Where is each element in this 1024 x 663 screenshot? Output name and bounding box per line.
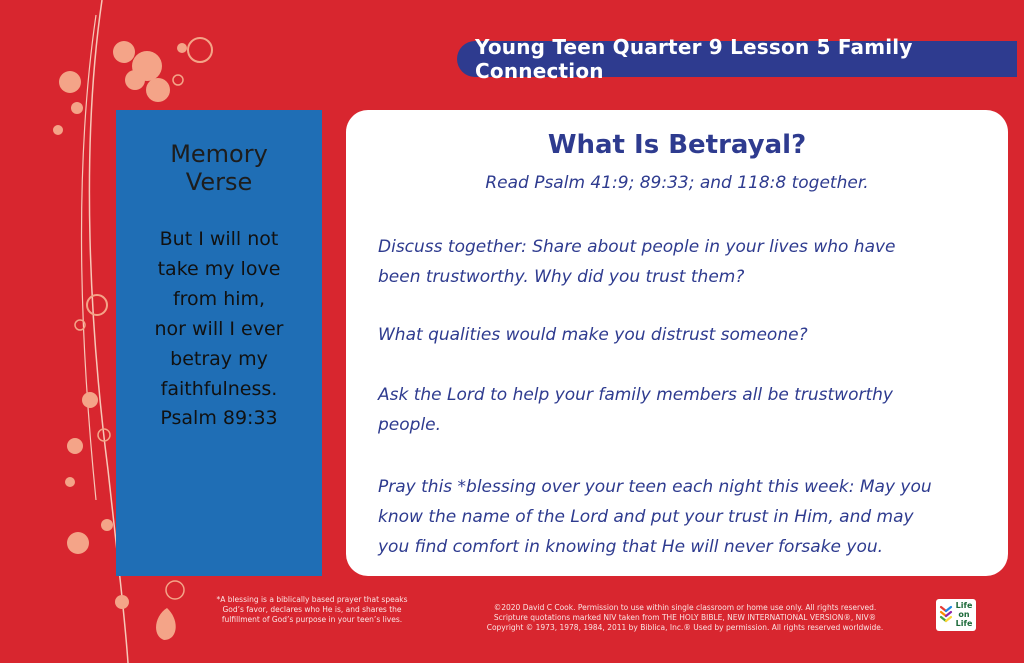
decor-circle: [65, 477, 75, 487]
copyright-notice: ©2020 David C Cook. Permission to use within single classroom or home use only. All rights reserved. Scripture quotations marked NIV taken from THE HOLY BIBLE, NEW INTERNATIONAL VERSION®, NIV® Copyright © 1973, 1978, 1984, 2011 by Biblica, Inc.® Used by permission. All rights reserved worldwide.: [486, 603, 884, 632]
decorative-stem-line: [82, 15, 96, 500]
decor-ring: [166, 581, 184, 599]
verse-line: nor will I ever: [154, 318, 284, 340]
verse-line: betray my: [170, 348, 268, 370]
memory-verse-text: [130, 224, 308, 432]
ask-lord-paragraph: Ask the Lord to help your family members all be trustworthy people.: [378, 385, 893, 435]
card-title: What Is Betrayal?: [547, 130, 807, 160]
decor-circle: [67, 532, 89, 554]
decor-ring: [173, 75, 183, 85]
decor-circle: [67, 438, 83, 454]
blessing-paragraph: Pray this *blessing over your teen each night this week: May you know the name of the Lord and put your trust in Him, and may you find comfort in knowing that He will never forsake you.: [378, 477, 932, 557]
decor-circle: [115, 595, 129, 609]
decor-circle: [53, 125, 63, 135]
decor-circle: [71, 102, 83, 114]
lesson-card: [346, 110, 1008, 576]
logo-mark-icon: [939, 603, 953, 627]
decor-circle: [125, 70, 145, 90]
life-on-life-logo: [936, 599, 976, 631]
decor-ring: [87, 295, 107, 315]
verse-line: take my love: [157, 258, 281, 280]
decor-circle: [101, 519, 113, 531]
verse-line: from him,: [172, 288, 266, 310]
memory-verse-heading: Memory Verse: [170, 140, 268, 196]
discussion-paragraph: Discuss together: Share about people in your lives who have been trustworthy. Why did you trust them?: [378, 237, 896, 287]
memory-verse-panel: [116, 110, 322, 576]
lesson-banner: Young Teen Quarter 9 Lesson 5 Family Connection: [457, 41, 1017, 77]
verse-line: But I will not: [159, 228, 279, 250]
verse-reference: Psalm 89:33: [160, 407, 278, 429]
decor-ring: [188, 38, 212, 62]
decor-circle: [113, 41, 135, 63]
decor-circle: [146, 78, 170, 102]
verse-line: faithfulness.: [160, 378, 278, 400]
decor-circle: [59, 71, 81, 93]
qualities-paragraph: What qualities would make you distrust someone?: [378, 325, 808, 345]
card-subtitle: Read Psalm 41:9; 89:33; and 118:8 together.: [485, 173, 869, 193]
decor-circle: [82, 392, 98, 408]
logo-text: Life on Life: [955, 601, 973, 628]
decor-circle: [177, 43, 187, 53]
decor-leaf: [156, 608, 176, 640]
blessing-footnote: *A blessing is a biblically based prayer that speaks God’s favor, declares who He is, and shares the fulfillment of God’s purpose in your teen’s lives.: [216, 595, 408, 624]
